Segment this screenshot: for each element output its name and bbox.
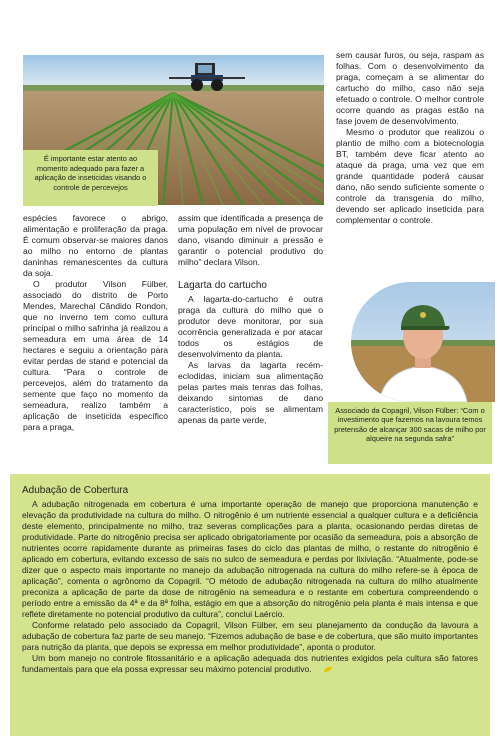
paragraph-text: Um bom manejo no controle fitossanitário e a aplicação adequada dos nutrientes exigidos pela cultura são fatores fundamentais para que ela possa expressar seu máximo potencial produtivo. — [22, 653, 478, 674]
leaf-end-icon — [314, 665, 323, 672]
farmer-portrait-photo — [351, 282, 495, 402]
article-column-1 — [23, 213, 168, 433]
fertilization-box — [10, 474, 490, 736]
box-body — [22, 499, 478, 675]
paragraph: espécies favorece o abrigo, alimentação e proliferação da praga. É comum observar-se maiores danos ao milho no entorno de plantas daninhas remanescentes da cultura da soja. — [23, 213, 168, 278]
paragraph: As larvas da lagarta recém-eclodidas, iniciam sua alimentação pelas partes mais tenras das folhas, deixando sintomas de dano característico, pois se alimentam apenas da parte verde, — [178, 360, 323, 425]
box-heading: Adubação de Cobertura — [22, 485, 129, 496]
paragraph: Mesmo o produtor que realizou o plantio de milho com a biotecnologia BT, também deve ficar atento ao ataque da praga, uma vez que em grande quantidade poderá causar dano, não sendo suficiente somente o controle da transgenia do milho, devendo ser aplicado inseticida para complementar o controle. — [336, 127, 484, 225]
paragraph — [22, 653, 478, 675]
portrait-caption-text: Associado da Copagril, Vilson Fülber: “Com o investimento que fazemos na lavoura temos pretensão de alcançar 300 sacas de milho por alqueire na segunda safra” — [334, 406, 486, 444]
paragraph: sem causar furos, ou seja, raspam as folhas. Com o desenvolvimento da praga, começam a se alimentar do cartucho do milho, caso não seja efetuado o controle. O melhor controle ocorre quando as pragas estão na fase jovem de desenvolvimento. — [336, 50, 484, 126]
photo-caption — [23, 150, 158, 206]
portrait-caption — [328, 402, 492, 464]
paragraph: assim que identificada a presença de uma população em nível de provocar dano, visando diminuir a pressão e garantir o potencial produtivo do milho” declara Vilson. — [178, 213, 323, 267]
article-column-2 — [178, 213, 323, 426]
photo-caption-text: É importante estar atento ao momento adequado para fazer a aplicação de inseticidas visando o controle de percevejos — [34, 154, 147, 192]
article-column-3 — [336, 50, 484, 226]
paragraph: Conforme relatado pelo associado da Copagril, Vilson Fülber, em seu planejamento da condução da lavoura a adubação de cobertura faz parte de seu manejo. “Fizemos adubação de base e de cobertura, que são muito importantes para nutrição da planta, que depois se expressa em melhor produtividade”, aponta o produtor. — [22, 620, 478, 652]
paragraph: A adubação nitrogenada em cobertura é uma importante operação de manejo que proporciona manutenção e elevação da produtividade na cultura do milho. O nitrogênio é um nutriente essencial a qualquer cultura e a deficiência deste elemento, principalmente no milho, traz severas complicações para a planta, ocasionando perdas diretas de produtividade. Parte do nitrogênio precisa ser aplicado obrigatoriamente por ocasião da semeadura, pois a absorção de nutrientes ocorre rapidamente durante as primeiras fases do ciclo das plantas de milho, o restante do nitrogênio é aplicado em cobertura, evitando excesso de sais no sulco de semeadura e perdas por lixiviação. “Atualmente, pode-se dizer que o aspecto mais importante no manejo da adubação nitrogenada na cultura do milho refere-se à época de aplicação”, comenta o agrônomo da Copagril. “O método de adubação nitrogenada na cultura do milho atualmente preconiza a aplicação de parte da dose de nitrogênio na semeadura e o restante em cobertura compreendendo o período entre a emissão da 4ª e da 8ª folha, estágio em que a absorção do nitrogênio pela planta é mais intensa e que reflete diretamente no potencial produtivo da cultura”, conclui Laércio. — [22, 499, 478, 619]
paragraph: O produtor Vilson Fülber, associado do distrito de Porto Mendes, Marechal Cândido Rondon, que no inverno tem como cultura principal o milho safrinha já realizou a semeadura em uma área de 14 hectares e seguiu a orientação para evitar perdas de stand e potencial da cultura. “Para o controle de percevejos, além do tratamento da semente que faço no momento da semeadura, realizo também a aplicação de inseticida específico para a praga, — [23, 279, 168, 432]
paragraph: A lagarta-do-cartucho é outra praga da cultura do milho que o produtor deve monitorar, por sua ocorrência generalizada e por atacar todos os estágios de desenvolvimento da planta. — [178, 294, 323, 359]
section-heading: Lagarta do cartucho — [178, 280, 267, 291]
